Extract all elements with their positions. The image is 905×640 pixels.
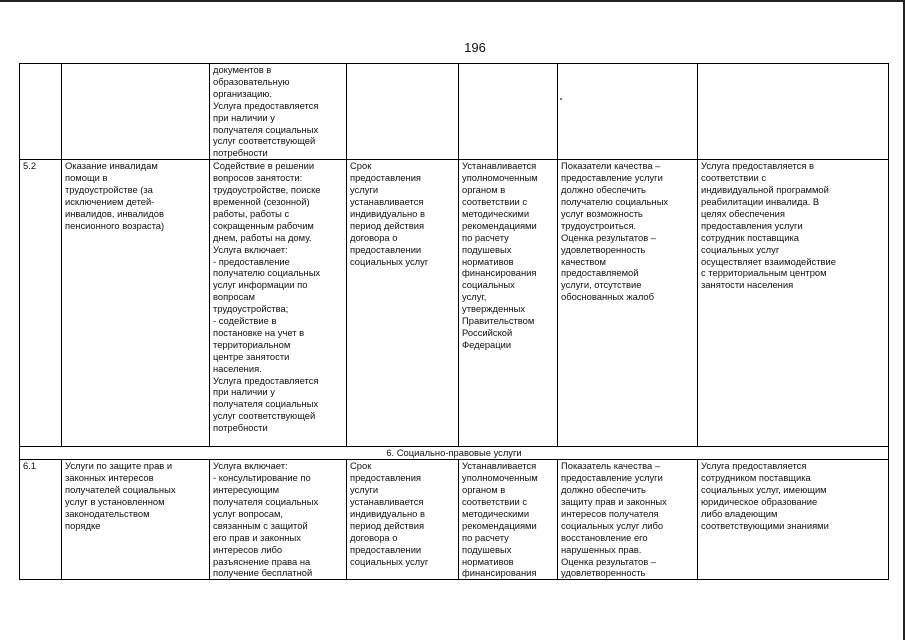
- cell-line: защиту прав и законных: [561, 495, 667, 507]
- cell-line: осуществляет взаимодействие: [701, 255, 836, 267]
- cell-line: финансирования: [462, 567, 537, 579]
- cell-line: социальных услуг, имеющим: [701, 484, 827, 496]
- cell-line: подушевых: [462, 243, 512, 255]
- cell-line: нормативов: [462, 255, 514, 267]
- cell-line: предоставление услуги: [561, 472, 663, 484]
- cell-service-norm: [459, 160, 558, 447]
- cell-line: Устанавливается: [462, 160, 537, 172]
- cell-line: Содействие в решении: [213, 160, 315, 172]
- cell-line: сокращенным рабочим: [213, 219, 314, 231]
- cell-line: помощи в: [65, 172, 108, 184]
- cell-line: социальных услуг: [701, 243, 780, 255]
- cell-line: Срок: [350, 460, 372, 472]
- table-row: [20, 64, 889, 160]
- cell-line: Услуга включает:: [213, 460, 288, 472]
- cell-line: реабилитации инвалида. В: [701, 195, 820, 207]
- cell-line: услуги, отсутствие: [561, 279, 642, 291]
- cell-service-conditions: [698, 460, 889, 580]
- cell-line: Услуга включает:: [213, 243, 288, 255]
- cell-line: нормативов: [462, 555, 514, 567]
- cell-line: методическими: [462, 207, 530, 219]
- cell-line: по расчету: [462, 231, 509, 243]
- cell-line: пенсионного возраста): [65, 219, 165, 231]
- cell-line: Услуга предоставляется: [701, 460, 807, 472]
- cell-line: нарушенных прав.: [561, 543, 642, 555]
- section-header-row: [20, 447, 889, 460]
- cell-line: законодательством: [65, 507, 150, 519]
- cell-line: уполномоченным: [462, 172, 538, 184]
- cell-service-norm: [459, 64, 558, 160]
- cell-line: соответствии с: [462, 195, 528, 207]
- cell-service-term: [347, 64, 459, 160]
- page-top-edge: [0, 0, 905, 2]
- cell-line: при наличии у: [213, 386, 275, 398]
- cell-line: договора о: [350, 531, 398, 543]
- section-title-cell: [20, 447, 889, 460]
- cell-line: законных интересов: [65, 472, 154, 484]
- cell-service-content: [210, 160, 347, 447]
- cell-line: днем, работы на дому.: [213, 231, 312, 243]
- cell-line: предоставления услуги: [701, 219, 803, 231]
- table-row: [20, 460, 889, 580]
- cell-line: получателей социальных: [65, 484, 176, 496]
- cell-line: финансирования: [462, 267, 537, 279]
- cell-line: Срок: [350, 160, 372, 172]
- cell-line: Оценка результатов –: [561, 231, 656, 243]
- cell-line: - консультирование по: [213, 472, 311, 484]
- cell-service-term: [347, 460, 459, 580]
- cell-line: подушевых: [462, 543, 512, 555]
- cell-line: услуг соответствующей: [213, 410, 316, 422]
- cell-line: должно обеспечить: [561, 484, 646, 496]
- cell-line: потребности: [213, 147, 268, 159]
- cell-service-term: [347, 160, 459, 447]
- cell-service-conditions: [698, 160, 889, 447]
- cell-line: удовлетворенность: [561, 243, 646, 255]
- cell-line: восстановление его: [561, 531, 648, 543]
- cell-line: - предоставление: [213, 255, 290, 267]
- cell-line: вопросам: [213, 291, 255, 303]
- cell-line: исключением детей-: [65, 195, 155, 207]
- cell-line: качеством: [561, 255, 606, 267]
- cell-line: индивидуально в: [350, 207, 425, 219]
- services-table: [19, 63, 889, 580]
- cell-line: получателя социальных: [213, 398, 319, 410]
- cell-line: предоставлении: [350, 543, 422, 555]
- page-number: 196: [464, 40, 486, 55]
- cell-line: Оказание инвалидам: [65, 160, 158, 172]
- cell-line: интересующим: [213, 484, 280, 496]
- cell-line: услуг возможность: [561, 207, 643, 219]
- cell-service-content: [210, 64, 347, 160]
- cell-line: удовлетворенность: [561, 567, 646, 579]
- cell-line: получение бесплатной: [213, 567, 313, 579]
- cell-number: 6.1: [20, 460, 62, 580]
- cell-line: постановке на учет в: [213, 326, 305, 338]
- cell-line: Федерации: [462, 338, 512, 350]
- cell-line: порядке: [65, 519, 101, 531]
- section-title: 6. Социально-правовые услуги: [386, 447, 522, 459]
- cell-line: Показатели качества –: [561, 160, 661, 172]
- cell-service-quality: [558, 64, 698, 160]
- cell-line: утвержденных: [462, 303, 526, 315]
- cell-line: трудоустройства;: [213, 303, 289, 315]
- cell-line: органом в: [462, 184, 506, 196]
- cell-line: с территориальным центром: [701, 267, 827, 279]
- cell-line: трудоустройстве, поиске: [213, 184, 321, 196]
- cell-line: Показатель качества –: [561, 460, 661, 472]
- cell-line: временной (сезонной): [213, 195, 310, 207]
- cell-line: индивидуально в: [350, 507, 425, 519]
- cell-service-name: [62, 460, 210, 580]
- cell-line: соответствии с: [701, 172, 767, 184]
- cell-line: уполномоченным: [462, 472, 538, 484]
- cell-line: предоставления: [350, 172, 422, 184]
- cell-line: услуг,: [462, 291, 487, 303]
- cell-line: юридическое образование: [701, 495, 818, 507]
- cell-line: центре занятости: [213, 350, 290, 362]
- cell-line: сотрудником поставщика: [701, 472, 811, 484]
- cell-line: должно обеспечить: [561, 184, 646, 196]
- table-row: [20, 160, 889, 447]
- cell-line: индивидуальной программой: [701, 184, 829, 196]
- cell-line: Услуга предоставляется в: [701, 160, 815, 172]
- cell-line: организацию.: [213, 87, 273, 99]
- cell-line: услуг вопросам,: [213, 507, 283, 519]
- cell-line: Оценка результатов –: [561, 555, 656, 567]
- cell-line: Услуга предоставляется: [213, 99, 319, 111]
- cell-line: получателю социальных: [561, 195, 669, 207]
- cell-line: трудоустройстве (за: [65, 184, 153, 196]
- cell-line: предоставляемой: [561, 267, 639, 279]
- cell-line: устанавливается: [350, 495, 424, 507]
- cell-line: услуги: [350, 484, 379, 496]
- cell-line: Услуга предоставляется: [213, 374, 319, 386]
- cell-line: обоснованных жалоб: [561, 291, 654, 303]
- cell-line: услуг в установленном: [65, 495, 165, 507]
- cell-line: интересов получателя: [561, 507, 659, 519]
- cell-line: соответствии с: [462, 495, 528, 507]
- cell-line: методическими: [462, 507, 530, 519]
- cell-service-name: [62, 160, 210, 447]
- cell-line: устанавливается: [350, 195, 424, 207]
- cell-line: территориальном: [213, 338, 291, 350]
- cell-line: потребности: [213, 422, 268, 434]
- cell-line: услуг информации по: [213, 279, 308, 291]
- cell-line: по расчету: [462, 531, 509, 543]
- cell-line: период действия: [350, 519, 425, 531]
- cell-line: период действия: [350, 219, 425, 231]
- cell-line: Правительством: [462, 315, 535, 327]
- cell-line: социальных услуг: [350, 255, 429, 267]
- cell-line: вопросов занятости:: [213, 172, 303, 184]
- cell-line: получателю социальных: [213, 267, 321, 279]
- cell-line: социальных услуг: [350, 555, 429, 567]
- cell-service-quality: [558, 160, 698, 447]
- cell-line: - содействие в: [213, 315, 277, 327]
- cell-line: документов в: [213, 64, 272, 75]
- cell-line: трудоустроиться.: [561, 219, 637, 231]
- cell-line: Устанавливается: [462, 460, 537, 472]
- cell-line: получателя социальных: [213, 123, 319, 135]
- cell-line: услуги: [350, 184, 379, 196]
- cell-line: услуг соответствующей: [213, 135, 316, 147]
- cell-number: [20, 64, 62, 160]
- cell-line: социальных услуг либо: [561, 519, 664, 531]
- cell-line: его прав и законных: [213, 531, 301, 543]
- cell-service-quality: [558, 460, 698, 580]
- cell-line: соответствующими знаниями: [701, 519, 829, 531]
- cell-line: при наличии у: [213, 111, 275, 123]
- cell-line: предоставление услуги: [561, 172, 663, 184]
- cell-line: сотрудник поставщика: [701, 231, 800, 243]
- cell-line: рекомендациями: [462, 219, 537, 231]
- cell-line: разъяснение права на: [213, 555, 311, 567]
- cell-line: Услуги по защите прав и: [65, 460, 173, 472]
- cell-line: либо владеющим: [701, 507, 778, 519]
- cell-line: предоставлении: [350, 243, 422, 255]
- cell-service-name: [62, 64, 210, 160]
- cell-line: инвалидов, инвалидов: [65, 207, 164, 219]
- cell-service-conditions: [698, 64, 889, 160]
- cell-service-content: [210, 460, 347, 580]
- cell-line: работы, работы с: [213, 207, 290, 219]
- cell-line: Российской: [462, 326, 513, 338]
- cell-line: занятости населения: [701, 279, 794, 291]
- cell-line: получателя социальных: [213, 495, 319, 507]
- cell-line: целях обеспечения: [701, 207, 785, 219]
- cell-line: связанным с защитой: [213, 519, 308, 531]
- cell-line: предоставления: [350, 472, 422, 484]
- cell-line: договора о: [350, 231, 398, 243]
- cell-service-norm: [459, 460, 558, 580]
- cell-line: населения.: [213, 362, 262, 374]
- cell-line: интересов либо: [213, 543, 283, 555]
- cell-line: рекомендациями: [462, 519, 537, 531]
- cell-line: органом в: [462, 484, 506, 496]
- cell-number: 5.2: [20, 160, 62, 447]
- scan-speck: [560, 98, 562, 100]
- cell-line: социальных: [462, 279, 515, 291]
- cell-line: образовательную: [213, 75, 290, 87]
